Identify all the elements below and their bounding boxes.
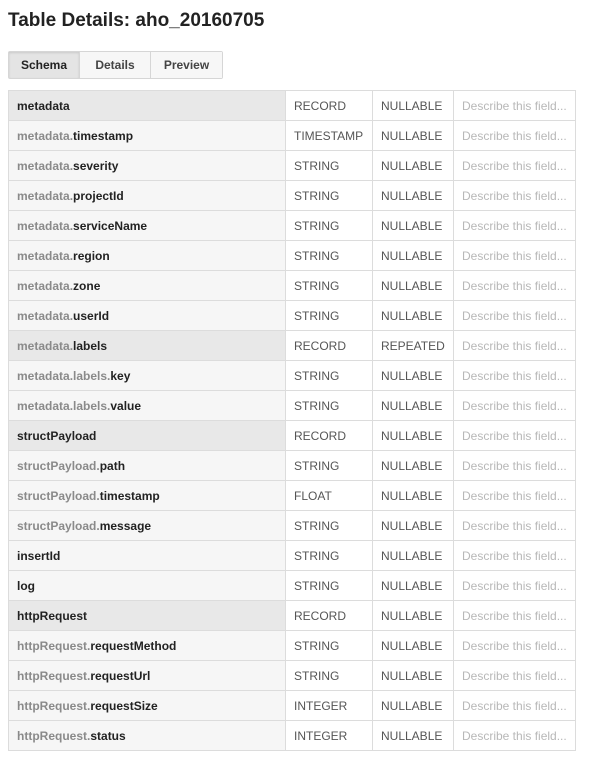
field-description-input[interactable]: Describe this field... [454, 571, 576, 601]
field-name-leaf: labels [73, 338, 108, 353]
field-name-cell [9, 661, 286, 691]
field-type-cell: STRING [286, 571, 373, 601]
tab-schema[interactable]: Schema [9, 52, 80, 78]
field-name-prefix: structPayload. [17, 518, 100, 533]
field-type-cell: STRING [286, 391, 373, 421]
field-name-leaf: message [99, 518, 152, 533]
field-name-prefix: metadata.labels. [17, 368, 111, 383]
field-description-input[interactable]: Describe this field... [454, 481, 576, 511]
field-name-leaf: key [110, 368, 131, 383]
table-row [9, 211, 576, 241]
field-description-input[interactable]: Describe this field... [454, 151, 576, 181]
field-mode-cell: NULLABLE [373, 301, 454, 331]
table-row [9, 301, 576, 331]
field-type-cell: RECORD [286, 601, 373, 631]
field-name-prefix: structPayload. [17, 488, 100, 503]
table-row [9, 721, 576, 751]
field-name-leaf: zone [73, 278, 101, 293]
field-name-cell [9, 451, 286, 481]
field-name-cell [9, 481, 286, 511]
field-type-cell: STRING [286, 211, 373, 241]
table-row [9, 181, 576, 211]
schema-table-body [9, 91, 576, 751]
field-name-cell [9, 181, 286, 211]
field-name-leaf: timestamp [99, 488, 160, 503]
field-description-input[interactable]: Describe this field... [454, 451, 576, 481]
table-row [9, 571, 576, 601]
field-name-cell [9, 361, 286, 391]
field-description-input[interactable]: Describe this field... [454, 91, 576, 121]
field-mode-cell: NULLABLE [373, 151, 454, 181]
field-mode-cell: NULLABLE [373, 691, 454, 721]
field-name-cell [9, 211, 286, 241]
field-type-cell: STRING [286, 541, 373, 571]
field-name-leaf: requestSize [90, 698, 158, 713]
field-name-cell [9, 601, 286, 631]
field-description-input[interactable]: Describe this field... [454, 121, 576, 151]
table-row [9, 361, 576, 391]
field-mode-cell: NULLABLE [373, 601, 454, 631]
field-mode-cell: NULLABLE [373, 211, 454, 241]
field-description-input[interactable]: Describe this field... [454, 421, 576, 451]
field-name-cell [9, 691, 286, 721]
field-name-leaf: structPayload [17, 428, 97, 443]
field-name-cell [9, 151, 286, 181]
field-name-prefix: metadata. [17, 218, 74, 233]
field-name-prefix: metadata. [17, 188, 74, 203]
table-row [9, 631, 576, 661]
field-name-cell [9, 631, 286, 661]
tab-details[interactable]: Details [80, 52, 151, 78]
field-name-leaf: log [17, 578, 35, 593]
field-name-leaf: timestamp [73, 128, 134, 143]
field-type-cell: STRING [286, 301, 373, 331]
field-name-prefix: httpRequest. [17, 698, 91, 713]
field-description-input[interactable]: Describe this field... [454, 691, 576, 721]
field-name-leaf: requestMethod [90, 638, 177, 653]
table-row [9, 331, 576, 361]
field-description-input[interactable]: Describe this field... [454, 391, 576, 421]
field-name-leaf: path [99, 458, 126, 473]
field-name-cell [9, 301, 286, 331]
field-description-input[interactable]: Describe this field... [454, 361, 576, 391]
field-name-cell [9, 331, 286, 361]
field-name-leaf: userId [73, 308, 110, 323]
field-name-prefix: metadata. [17, 248, 74, 263]
field-name-prefix: httpRequest. [17, 668, 91, 683]
field-name-cell [9, 241, 286, 271]
field-name-leaf: httpRequest [17, 608, 87, 623]
field-type-cell: STRING [286, 631, 373, 661]
field-description-input[interactable]: Describe this field... [454, 541, 576, 571]
field-name-leaf: metadata [17, 98, 70, 113]
field-mode-cell: NULLABLE [373, 631, 454, 661]
field-description-input[interactable]: Describe this field... [454, 211, 576, 241]
field-type-cell: RECORD [286, 421, 373, 451]
field-type-cell: RECORD [286, 331, 373, 361]
field-type-cell: STRING [286, 451, 373, 481]
field-mode-cell: NULLABLE [373, 181, 454, 211]
table-row [9, 511, 576, 541]
field-name-leaf: insertId [17, 548, 61, 563]
field-description-input[interactable]: Describe this field... [454, 721, 576, 751]
table-row [9, 601, 576, 631]
field-description-input[interactable]: Describe this field... [454, 301, 576, 331]
field-description-input[interactable]: Describe this field... [454, 271, 576, 301]
field-name-leaf: value [110, 398, 142, 413]
field-name-leaf: requestUrl [90, 668, 151, 683]
field-description-input[interactable]: Describe this field... [454, 631, 576, 661]
field-mode-cell: NULLABLE [373, 511, 454, 541]
field-name-cell [9, 511, 286, 541]
field-mode-cell: NULLABLE [373, 271, 454, 301]
field-mode-cell: REPEATED [373, 331, 454, 361]
field-name-cell [9, 271, 286, 301]
field-name-prefix: httpRequest. [17, 728, 91, 743]
field-mode-cell: NULLABLE [373, 361, 454, 391]
table-row [9, 241, 576, 271]
field-name-prefix: metadata.labels. [17, 398, 111, 413]
table-row [9, 421, 576, 451]
field-type-cell: STRING [286, 361, 373, 391]
table-row [9, 451, 576, 481]
field-type-cell: STRING [286, 151, 373, 181]
tab-preview[interactable]: Preview [151, 52, 222, 78]
field-name-prefix: metadata. [17, 278, 74, 293]
field-name-leaf: severity [73, 158, 119, 173]
field-type-cell: TIMESTAMP [286, 121, 373, 151]
field-name-prefix: metadata. [17, 338, 74, 353]
page-title: Table Details: aho_20160705 [8, 10, 265, 31]
field-description-input[interactable]: Describe this field... [454, 241, 576, 271]
field-mode-cell: NULLABLE [373, 91, 454, 121]
field-name-cell [9, 571, 286, 601]
field-name-prefix: httpRequest. [17, 638, 91, 653]
field-mode-cell: NULLABLE [373, 121, 454, 151]
table-row [9, 391, 576, 421]
field-mode-cell: NULLABLE [373, 721, 454, 751]
field-description-input[interactable]: Describe this field... [454, 331, 576, 361]
field-name-cell [9, 721, 286, 751]
table-row [9, 661, 576, 691]
table-row [9, 541, 576, 571]
field-name-prefix: metadata. [17, 128, 74, 143]
schema-table [8, 90, 576, 751]
field-type-cell: STRING [286, 271, 373, 301]
field-mode-cell: NULLABLE [373, 541, 454, 571]
field-type-cell: STRING [286, 511, 373, 541]
field-name-cell [9, 121, 286, 151]
field-mode-cell: NULLABLE [373, 241, 454, 271]
tab-bar [8, 51, 223, 79]
field-mode-cell: NULLABLE [373, 391, 454, 421]
table-row [9, 121, 576, 151]
field-description-input[interactable]: Describe this field... [454, 511, 576, 541]
field-name-cell [9, 421, 286, 451]
field-mode-cell: NULLABLE [373, 661, 454, 691]
field-name-leaf: serviceName [73, 218, 148, 233]
field-name-cell [9, 541, 286, 571]
table-row [9, 481, 576, 511]
field-type-cell: STRING [286, 181, 373, 211]
field-type-cell: STRING [286, 661, 373, 691]
field-type-cell: STRING [286, 241, 373, 271]
field-type-cell: INTEGER [286, 691, 373, 721]
table-row [9, 91, 576, 121]
field-type-cell: FLOAT [286, 481, 373, 511]
field-description-input[interactable]: Describe this field... [454, 661, 576, 691]
table-row [9, 691, 576, 721]
field-mode-cell: NULLABLE [373, 571, 454, 601]
field-name-leaf: region [73, 248, 110, 263]
field-description-input[interactable]: Describe this field... [454, 601, 576, 631]
table-row [9, 151, 576, 181]
field-mode-cell: NULLABLE [373, 481, 454, 511]
field-name-cell [9, 91, 286, 121]
field-mode-cell: NULLABLE [373, 421, 454, 451]
table-row [9, 271, 576, 301]
field-name-cell [9, 391, 286, 421]
field-type-cell: RECORD [286, 91, 373, 121]
field-type-cell: INTEGER [286, 721, 373, 751]
field-name-leaf: projectId [73, 188, 124, 203]
field-name-prefix: structPayload. [17, 458, 100, 473]
field-name-prefix: metadata. [17, 158, 74, 173]
field-name-leaf: status [90, 728, 126, 743]
field-name-prefix: metadata. [17, 308, 74, 323]
field-description-input[interactable]: Describe this field... [454, 181, 576, 211]
field-mode-cell: NULLABLE [373, 451, 454, 481]
